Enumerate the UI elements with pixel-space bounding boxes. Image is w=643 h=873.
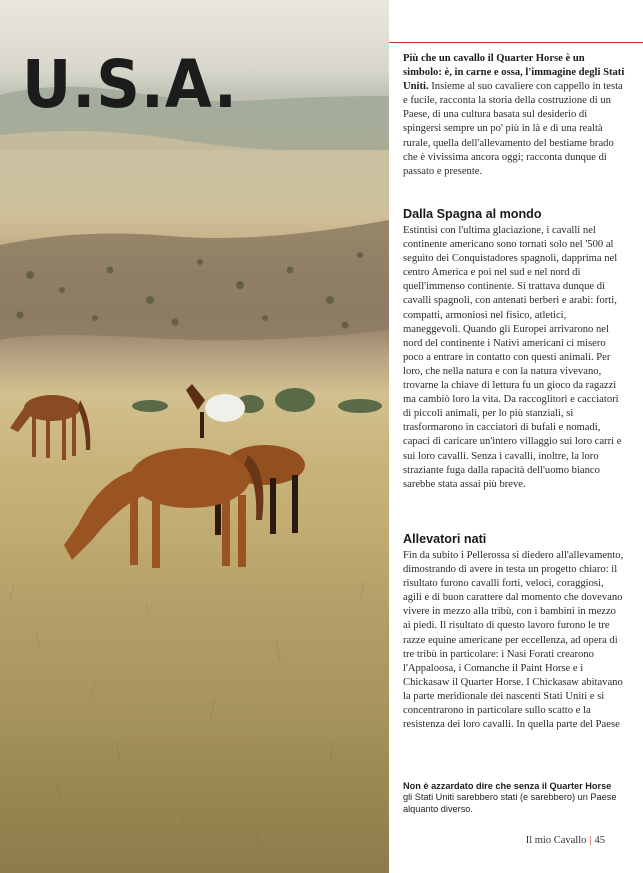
section-body-spain bbox=[403, 224, 625, 492]
section1-text: Estintisi con l'ultima glaciazione, i cavalli nel continente americano sono tornati solo nel '500 al seguito dei Conquistadores spagnoli, dapprima nel centro America e poi nel sud e nel nord di quell'immenso continente. Si trattava dunque di cavalli spagnoli, con antenati berberi e arabi: forti, compatti, armoniosi nel fisico, atletici, maneggevoli. Quando gli Europei arrivarono nel nord del continente i Nativi americani ci misero poco a entrare in contatto con questi animali. Per loro, che nella natura e con la natura vivevano, trovarne la chiave di lettura fu un gioco da ragazzi ma cambiò loro la vita. Da raccoglitori e cacciatori di piccoli animali, per lo più stanziali, si trasformarono in cacciatori di bufali e nomadi, capaci di caricare un'intero villaggio sui loro carri e sui loro cavalli. Senza i cavalli, inoltre, la loro straziante fuga dalla rapacità dell'uomo bianco sarebbe stata assai più breve. bbox=[403, 225, 622, 490]
page-headline: U.S.A. bbox=[22, 46, 238, 123]
section-title-breeders: Allevatori nati bbox=[403, 532, 487, 546]
accent-rule bbox=[389, 42, 643, 43]
section-body-breeders bbox=[403, 549, 625, 732]
section-title-spain: Dalla Spagna al mondo bbox=[403, 207, 542, 221]
intro-paragraph bbox=[403, 52, 625, 179]
footer-separator: | bbox=[589, 835, 592, 846]
pull-quote bbox=[403, 781, 618, 815]
magazine-name: Il mio Cavallo bbox=[525, 835, 587, 846]
intro-lead: Più che un cavallo il Quarter Horse è un simbolo: è, in carne e ossa, l'immagine degli Stati Uniti. bbox=[403, 53, 625, 93]
section2-text: Fin da subito i Pellerossa si diedero all'allevamento, dimostrando di avere in testa un progetto chiaro: il risultato furono cavalli forti, veloci, coraggiosi, agili e di buon carattere dal momento che dovevano vivere in mezzo alla tribù, con i bambini in mezzo ai piedi. Il risultato di questo lavoro furono le tre razze equine americane per eccellenza, ad opera di tre tribù in particolare: i Nasi Forati crearono l'Appaloosa, i Comanche il Paint Horse e i Chickasaw il Quarter Horse. I Chickasaw abitavano la parte meridionale dei nascenti Stati Uniti e si concentrarono in particolare sullo scatto e la resistenza dei loro cavalli. In quella parte del Paese bbox=[403, 550, 624, 731]
page-footer bbox=[526, 835, 605, 846]
page-number: 45 bbox=[594, 835, 605, 846]
pull-quote-bold: Non è azzardato dire che senza il Quarter Horse bbox=[403, 781, 612, 791]
intro-body: Insieme al suo cavaliere con cappello in testa e fucile, racconta la storia della costruzione di un Paese, di una cultura basata sul desiderio di spingersi sempre un po' più in là e di una realtà rurale, quella dell'allevamento del bestiame brado che è vivissima ancora oggi; racconta dunque di passato e presente. bbox=[403, 81, 623, 177]
pull-quote-text: gli Stati Uniti sarebbero stati (e sarebbero) un Paese alquanto diverso. bbox=[403, 792, 617, 814]
